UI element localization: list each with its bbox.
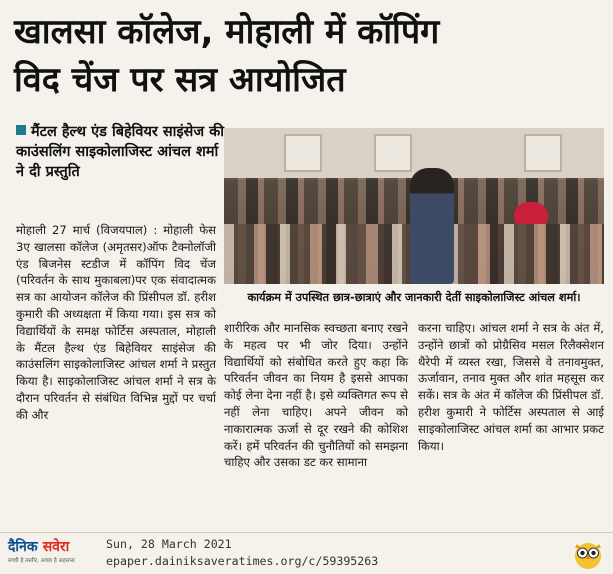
newspaper-logo: दैनिक सवेरा सच्ची है तस्वीर, अच्छा है अहसास: [8, 536, 100, 570]
headline-line-1: खालसा कॉलेज, मोहाली में कॉपिंग: [14, 12, 440, 52]
footer-meta: [106, 536, 378, 570]
footer-divider: [0, 532, 613, 533]
article-column-3: [418, 320, 604, 454]
headline-line-2: विद चेंज पर सत्र आयोजित: [14, 60, 346, 100]
square-bullet-icon: [16, 125, 26, 135]
headline: [14, 8, 604, 104]
article-text: मोहाली 27 मार्च (विजयपाल) : मोहाली फेस 3ए खालसा कॉलेज (अमृतसर)ऑफ टैक्नोलॉजी एंड बिजनेस स्टडीज में कॉपिंग विद चेंज (परिवर्तन के साथ मुकाबला)पर एक संवादात्मक सत्र का आयोजन कॉलेज की प्रिंसीपल डॉ. हरीश कुमारी की अध्यक्षता में किया गया। इस सत्र को विद्यार्थियों के समक्ष फोर्टिस अस्पताल, मोहाली के मैंटल हैल्थ एंड बिहेवियर साइंसेज की काउंसलिंग साइकोलाजिस्ट आंचल शर्मा ने प्रस्तुत किया है। साइकोलाजिस्ट आंचल शर्मा ने सत्र के दौरान परिवर्तन से संबंधित विभिन्न मुद्दों पर चर्चा की और: [16, 223, 216, 422]
speaker-figure: [410, 168, 454, 284]
article-text: करना चाहिए। आंचल शर्मा ने सत्र के अंत में, उन्होंने छात्रों को प्रोग्रैसिव मसल रिलैक्सेशन थैरेपी में व्यस्त रखा, जिससे वे तनावमुक्त, ऊर्जावान, तनाव मुक्त और शांत महसूस कर सकें। सत्र के अंत में कॉलेज की प्रिंसीपल डॉ. हरीश कुमारी ने फोर्टिस अस्पताल से आई साइकोलाजिस्ट आंचल शर्मा का आभार प्रकट किया।: [418, 321, 604, 453]
article-column-1: [16, 222, 216, 424]
owl-icon: [572, 538, 604, 570]
logo-tagline: सच्ची है तस्वीर, अच्छा है अहसास: [8, 558, 75, 564]
subheadline: [16, 122, 226, 182]
publication-date: Sun, 28 March 2021: [106, 537, 232, 551]
article-text: शारीरिक और मानसिक स्वच्छता बनाए रखने के महत्व पर भी जोर दिया। उन्होंने विद्यार्थियों को संबोधित करते हुए कहा कि परिवर्तन जीवन का नियम है इससे आपका कोई लेना देना नहीं है। इसे व्यक्तिगत रूप से नहीं लेना चाहिए। अपने जीवन को नाकारात्मक ऊर्जा से दूर रखने की कोशिश करें। हमें परिवर्तन की चुनौतियों को समझना चाहिए और उसका डट कर सामाना: [224, 321, 408, 470]
article-column-2: [224, 320, 408, 471]
event-photo: [224, 128, 604, 284]
epaper-url[interactable]: epaper.dainiksaveratimes.org/c/59395263: [106, 554, 379, 568]
subheadline-text: मैंटल हैल्थ एंड बिहेवियर साइंसेज की काउंसलिंग साइकोलाजिस्ट आंचल शर्मा ने दी प्रस्तुति: [16, 124, 225, 180]
photo-caption: कार्यक्रम में उपस्थित छात्र-छात्राएं और जानकारी देतीं साइकोलाजिस्ट आंचल शर्मा।: [247, 291, 581, 304]
